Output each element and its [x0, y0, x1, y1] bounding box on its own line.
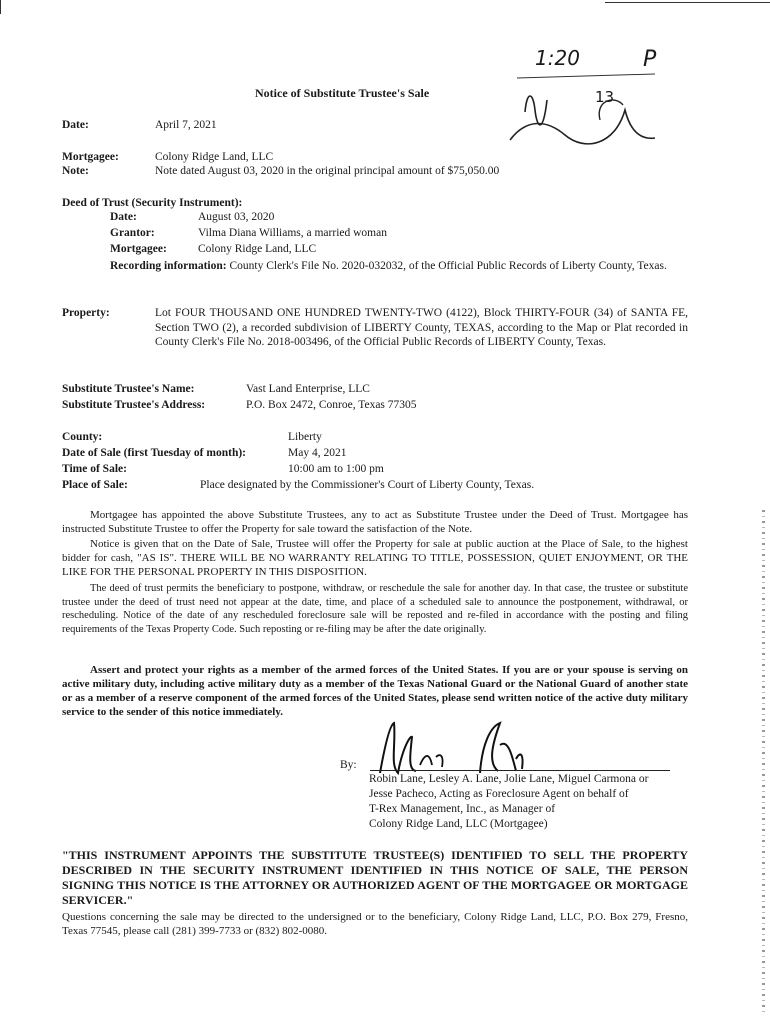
filing-stamp [505, 40, 695, 160]
date-label: Date: [62, 119, 89, 131]
mortgagee-label: Mortgagee: [62, 151, 119, 163]
stamp-ampm: P [643, 47, 657, 72]
signature-by-label: By: [340, 759, 357, 771]
property-label: Property: [62, 307, 110, 319]
page-title: Notice of Substitute Trustee's Sale [255, 86, 430, 100]
mortgagee-value: Colony Ridge Land, LLC [155, 151, 274, 163]
deed-grantor-value: Vilma Diana Williams, a married woman [198, 227, 387, 239]
trustee-name-label: Substitute Trustee's Name: [62, 383, 195, 395]
signer-line-2: Jesse Pacheco, Acting as Foreclosure Agent on behalf of [369, 788, 629, 800]
note-value: Note dated August 03, 2020 in the original principal amount of $75,050.00 [155, 165, 500, 177]
stamp-time: 1:20 [535, 46, 580, 70]
deed-recording-label: Recording information: [110, 260, 227, 272]
sale-county-value: Liberty [288, 431, 322, 443]
trustee-address-label: Substitute Trustee's Address: [62, 399, 206, 411]
scan-corner-mark [0, 0, 7, 14]
scan-top-line [605, 2, 770, 3]
paragraph-postpone: The deed of trust permits the beneficiary to postpone, withdraw, or reschedule the sale for another day. In that case, the trustee or substitute trustee under the deed of trust need not appear at the date, time, and place of a scheduled sale to announce the postponement, withdrawal, or rescheduling. Notice of the date of any rescheduled foreclosure sale will be reposted and re-filed in accordance with the posting and filing requirements of the Texas Property Code. Such reposting or re-filing may be after the date originally. [62, 583, 688, 635]
deed-heading: Deed of Trust (Security Instrument): [62, 197, 243, 209]
sale-time-value: 10:00 am to 1:00 pm [288, 463, 384, 475]
trustee-name-value: Vast Land Enterprise, LLC [246, 383, 370, 395]
paragraph-notice: Notice is given that on the Date of Sale, Trustee will offer the Property for sale at public auction at the Place of Sale, to the highest bidder for cash, "AS IS". THERE WILL BE NO WARRANTY RELATING TO TITLE, POSSESSION, QUIET ENJOYMENT, OR THE LIKE FOR THE PERSONAL PROPERTY IN THIS DISPOSITION. [62, 538, 688, 579]
deed-mortgagee-label: Mortgagee: [110, 243, 167, 255]
footer-instrument-statement: "THIS INSTRUMENT APPOINTS THE SUBSTITUTE TRUSTEE(S) IDENTIFIED TO SELL THE PROPERTY DESCRIBED IN THE SECURITY INSTRUMENT IDENTIFIED IN THIS NOTICE OF SALE, THE PERSON SIGNING THIS NOTICE IS THE ATTORNEY OR AUTHORIZED AGENT OF THE MORTGAGEE OR MORTGAGE SERVICER." [62, 848, 688, 908]
deed-recording-value: County Clerk's File No. 2020-032032, of the Official Public Records of Liberty County, Texas. [229, 260, 667, 272]
sale-county-label: County: [62, 431, 103, 443]
signer-line-4: Colony Ridge Land, LLC (Mortgagee) [369, 818, 548, 830]
sale-time-label: Time of Sale: [62, 463, 127, 475]
date-value: April 7, 2021 [155, 119, 217, 131]
property-value: Lot FOUR THOUSAND ONE HUNDRED TWENTY-TWO (4122), Block THIRTY-FOUR (34) of SANTA FE, Section TWO (2), a recorded subdivision of LIBERTY County, TEXAS, according to the Map or Plat recorded in County Clerk's File No. 2018-003496, of the Official Public Records of LIBERTY County, Texas. [155, 307, 688, 349]
scan-edge-strip [762, 510, 765, 1015]
sale-place-label: Place of Sale: [62, 479, 128, 491]
paragraph-military: Assert and protect your rights as a member of the armed forces of the United States. If you are or your spouse is serving on active military duty, including active military duty as a member of the Texas National Guard or the National Guard of another state or as a member of a reserve component of the armed forces of the United States, please send written notice of the active duty military service to the sender of this notice immediately. [62, 664, 688, 719]
paragraph-appointment: Mortgagee has appointed the above Substitute Trustees, any to act as Substitute Trustee under the Deed of Trust. Mortgagee has instructed Substitute Trustee to offer the Property for sale toward the satisfaction of the Note. [62, 509, 688, 536]
sale-place-value: Place designated by the Commissioner's Court of Liberty County, Texas. [200, 479, 535, 491]
deed-grantor-label: Grantor: [110, 227, 155, 239]
signer-line-1: Robin Lane, Lesley A. Lane, Jolie Lane, Miguel Carmona or [369, 773, 649, 785]
deed-mortgagee-value: Colony Ridge Land, LLC [198, 243, 317, 255]
deed-date-label: Date: [110, 211, 137, 223]
sale-date-value: May 4, 2021 [288, 447, 347, 459]
sale-date-label: Date of Sale (first Tuesday of month): [62, 447, 246, 459]
stamp-date: 13 [595, 88, 615, 106]
deed-recording [110, 259, 688, 274]
trustee-address-value: P.O. Box 2472, Conroe, Texas 77305 [246, 399, 417, 411]
signature-line [370, 770, 670, 771]
footer-questions: Questions concerning the sale may be directed to the undersigned or to the beneficiary, Colony Ridge Land, LLC, P.O. Box 279, Fresno, Texas 77545, please call (281) 399-7733 or (832) 802-0080. [62, 911, 688, 938]
note-label: Note: [62, 165, 89, 177]
signer-line-3: T-Rex Management, Inc., as Manager of [369, 803, 556, 815]
deed-date-value: August 03, 2020 [198, 211, 275, 223]
